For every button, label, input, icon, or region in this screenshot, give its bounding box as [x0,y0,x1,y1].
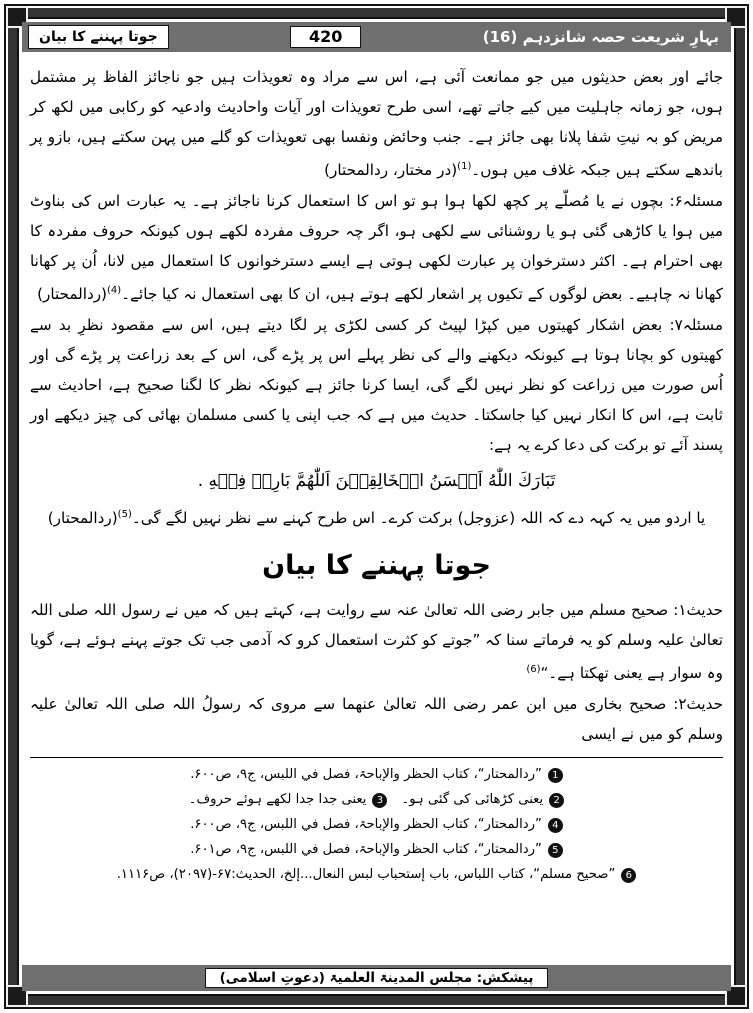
hadith-1-text: حدیث۱: صحیح مسلم میں جابر رضی اللہ تعالیٰ عنہ سے روایت ہے، کہتے ہیں کہ میں نے رسول اللہ صلی اللہ تعالیٰ علیہ وسلم کو یہ فرماتے سنا کہ ”جوتے کو کثرت استعمال کرو کہ آدمی جب تک جوتے پہنے ہوئے ہے، گویا وہ سوار ہے یعنی تھکتا ہے۔“ [30,601,723,683]
footnote-marker-5: (5) [117,509,132,521]
section-title: جوتا پہننے کا بیان [262,550,491,582]
footnote-row [30,839,723,861]
footnote-row [30,764,723,786]
footnote-marker-6: (6) [526,664,541,676]
paragraph-hadith-2 [30,689,723,749]
footnote-number: 4 [548,818,563,833]
arabic-dua-line: تَبَارَكَ اللّٰهُ اَحۡسَنُ الۡخَالِقِيۡنَ اَللّٰهُمَّ بَارِكۡ فِيۡهِ . [197,471,556,492]
footnote-number: 5 [548,843,563,858]
footnote-text: ”صحیح مسلم“، کتاب اللباس، باب إستحباب لبس النعال...إلخ، الحدیث:۶۷-(۲۰۹۷)، ص۱۱۱۶. [116,867,616,883]
footnote-list [30,764,723,886]
footnote-number: 1 [548,768,563,783]
footnote-text: یعنی کڑھائی کی گئی ہو۔ [401,792,544,808]
footnote-item [190,814,563,836]
page-header [22,22,731,52]
paragraph-text: مسئلہ۶: بچوں نے یا مُصلّے پر کچھ لکھا ہوا ہو تو اس کا استعمال کرنا ناجائز ہے۔ یہ عبارت اس کی بناوٹ میں ہوا یا کاڑھی گئی ہو یا روشنائی سے لکھی ہو، اگر چہ حروف مفردہ لکھے ہوں کیونکہ حروف مفردہ کا بھی احترام ہے۔ اکثر دسترخوان پر عبارت لکھی ہوتی ہے ایسے دسترخوانوں کا استعمال میں لانا، اُن پر کھانا کھانا نہ چاہیے۔ بعض لوگوں کے تکیوں پر اشعار لکھے ہوتے ہیں، ان کا بھی استعمال نہ کیا جائے۔ [30,192,723,304]
footnote-row [30,814,723,836]
footnote-item [190,839,563,861]
paragraph-masala-7 [30,310,723,460]
footnote-text: ”ردالمحتار“، کتاب الحظر والإباحۃ، فصل في اللبس، ج۹، ص۶۰۱. [190,842,542,858]
footnote-text: ”ردالمحتار“، کتاب الحظر والإباحۃ، فصل في اللبس، ج۹، ص۶۰۰. [190,767,542,783]
footnote-number: 2 [549,793,564,808]
footnote-item [117,864,637,886]
footnote-divider [30,757,723,758]
inline-reference-4: (ردالمحتار) [37,285,107,304]
page-number: 420 [290,26,361,48]
footnote-item [401,789,564,811]
header-chapter-box: جوتا پہننے کا بیان [28,25,169,49]
inline-reference-5: (ردالمحتار) [47,509,118,528]
footnote-marker-1: (1) [457,161,472,172]
footnote-number: 3 [372,793,387,808]
footer-credit [205,968,549,988]
page-footer [22,965,731,991]
footnote-number: 6 [621,868,636,883]
footer-label: پیشکش: [476,970,534,986]
paragraph-text: جائے اور بعض حدیثوں میں جو ممانعت آئی ہے، اس سے مراد وہ تعویذات ہیں جو ناجائز الفاظ پر مشتمل ہوں، جو زمانہ جاہلیت میں کیے جاتے تھے، اسی طرح تعویذات اور آیات واحادیث وادعیہ کو رکابی میں لکھ کر مریض کو بہ نیتِ شفا پلانا بھی جائز ہے۔ جنب وحائض ونفسا بھی تعویذات کو گلے میں پہن سکتے ہیں، بازو پر باندھے سکتے ہیں جبکہ غلاف میں ہوں۔ [30,68,723,180]
footnote-marker-4: (4) [107,285,122,297]
inline-reference-1: (در مختار، ردالمحتار) [324,161,458,180]
dua-translation-text: یا اردو میں یہ کہہ دے کہ اللہ (عزوجل) برکت کرے۔ اس طرح کہنے سے نظر نہیں لگے گی۔ [131,509,706,528]
footnote-text: ”ردالمحتار“، کتاب الحظر والإباحۃ، فصل في اللبس، ج۹، ص۶۰۰. [190,817,542,833]
footnote-row [30,789,723,811]
paragraph-masala-6 [30,186,723,309]
dua-translation [30,500,723,533]
footnote-row [30,864,723,886]
footnote-item [190,764,563,786]
footnote-text: یعنی جدا جدا لکھے ہوئے حروف۔ [188,792,367,808]
hadith-2-text: حدیث۲: صحیح بخاری میں ابن عمر رضی اللہ تعالیٰ عنھما سے مروی کہ رسولُ اللہ صلی اللہ تعالیٰ علیہ وسلم کو میں نے ایسی [30,695,723,744]
paragraph-continuation [30,62,723,185]
footer-value: مجلس المدینۃ العلمیۃ (دعوتِ اسلامی) [219,970,473,986]
page-body [30,62,723,942]
footnote-item [189,789,388,811]
book-title: بہارِ شریعت حصہ شانزدہم (16) [482,28,719,46]
paragraph-text: مسئلہ۷: بعض اشکار کھیتوں میں کپڑا لپیٹ کر کسی لکڑی پر لگا دیتے ہیں، اس سے مقصود نظرِ بد سے کھیتوں کو بچانا ہوتا ہے کیونکہ دیکھنے والے کی نظر پہلے اس پر پڑے گی، اس کے بعد زراعت پر پڑے گی اور اُس صورت میں زراعت کو نظر نہیں لگے گی، ایسا کرنا جائز ہے کیونکہ نظر کا لگنا صحیح ہے، احادیث سے ثابت ہے، اس کا انکار نہیں کیا جاسکتا۔ حدیث میں ہے کہ جب اپنی یا کسی مسلمان بھائی کی چیز دیکھے اور پسند آئے تو برکت کی دعا کرے یہ ہے: [30,316,723,455]
paragraph-hadith-1 [30,595,723,688]
